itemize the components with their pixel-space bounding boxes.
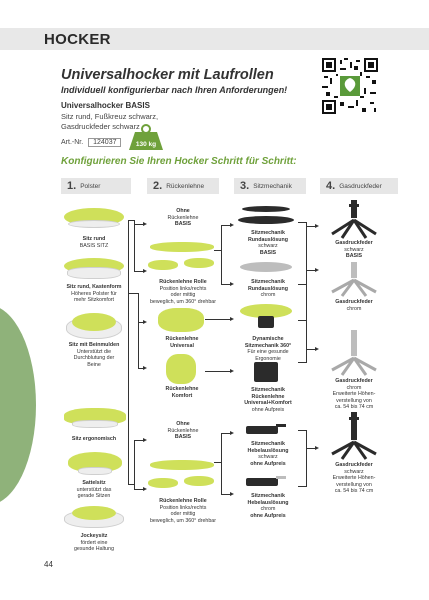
qr-code-icon — [322, 58, 378, 114]
mechanic-lever-chrome-caption: Sitzmechanik Hebelauslösung chrom ohne Aufpreis — [247, 493, 289, 519]
backrest-roll-image — [148, 242, 216, 278]
decorative-green-shape — [0, 305, 36, 505]
seat-box-caption: Sitz rund, Kastenform Höheres Polster für mehr Sitzkomfort — [66, 284, 122, 304]
backrest-none-2-caption: Ohne Rückenlehne BASIS — [167, 421, 199, 441]
backrest-roll-2-caption: Rückenlehne Rolle Position links/rechts oder mittig beweglich, um 360° drehbar — [149, 498, 216, 524]
product-title: Universalhocker mit Laufrollen — [61, 67, 274, 83]
product-subtitle: Individuell konfigurierbar nach Ihren Anforderungen! — [61, 85, 288, 95]
backrest-universal-caption: Rückenlehne Universal — [165, 336, 199, 349]
config-title: Konfigurieren Sie Ihren Hocker Schritt für Schritt: — [61, 156, 297, 167]
mechanic-dynamic-image — [240, 304, 292, 334]
backrest-comfort-caption: Rückenlehne Komfort — [165, 386, 199, 399]
seat-box-image — [64, 258, 124, 286]
weight-label: 130 kg — [135, 141, 157, 148]
bracket-line-1 — [128, 220, 129, 484]
page-title: HOCKER — [44, 31, 111, 48]
mechanic-round-chrome-image — [240, 262, 292, 274]
article-label: Art.-Nr. — [61, 139, 84, 146]
seat-legs-image — [66, 313, 122, 341]
base-product-description: Sitz rund, Fußkreuz schwarz, Gasdruckfeder schwarz — [61, 112, 159, 131]
backrest-roll-2-image — [148, 460, 216, 496]
seat-jockey-caption: Jockeysitz fördert eine gesunde Haltung — [73, 533, 115, 553]
gasspring-chrome-caption: Gasdruckfeder chrom — [335, 299, 373, 312]
gasspring-chrome-extended-image — [328, 330, 380, 376]
step-1-header: 1. Polster — [61, 178, 131, 194]
gasspring-black-extended-caption: Gasdruckfeder schwarz Erweiterte Höhen- verstellung von ca. 54 bis 74 cm — [332, 462, 376, 495]
bracket-line-2 — [221, 225, 222, 285]
backrest-none-caption: Ohne Rückenlehne BASIS — [167, 208, 199, 228]
bracket-line-3 — [306, 222, 307, 362]
weight-badge-icon — [127, 122, 165, 152]
article-number: 124037 — [88, 138, 121, 147]
mechanic-lever-black-image — [246, 424, 286, 438]
mechanic-round-black-image — [238, 206, 294, 228]
seat-jockey-image — [64, 506, 124, 530]
base-product-name: Universalhocker BASIS — [61, 101, 150, 110]
gasspring-black-image — [328, 200, 380, 240]
gasspring-black-extended-image — [328, 412, 380, 460]
backrest-universal-image — [158, 308, 204, 334]
mechanic-backrest-image — [254, 362, 278, 384]
step-2-header: 2. Rückenlehne — [147, 178, 219, 194]
mechanic-round-chrome-caption: Sitzmechanik Rundauslösung chrom — [247, 279, 289, 299]
backrest-roll-caption: Rückenlehne Rolle Position links/rechts oder mittig beweglich, um 360° drehbar — [149, 279, 216, 305]
gasspring-black-caption: Gasdruckfeder schwarz BASIS — [335, 240, 373, 260]
backrest-comfort-image — [166, 354, 196, 384]
mechanic-round-black-caption: Sitzmechanik Rundauslösung schwarz BASIS — [247, 230, 289, 256]
mechanic-lever-black-caption: Sitzmechanik Hebelauslösung schwarz ohne Aufpreis — [247, 441, 289, 467]
step-4-header: 4. Gasdruckfeder — [320, 178, 398, 194]
gasspring-chrome-image — [328, 262, 380, 298]
seat-saddle-image — [68, 452, 122, 478]
mechanic-dynamic-caption: Dynamische Sitzmechanik 360° Für eine gesunde Ergonomie — [244, 336, 292, 362]
page-number: 44 — [44, 560, 53, 569]
seat-round-image — [64, 206, 124, 236]
gasspring-chrome-extended-caption: Gasdruckfeder chrom Erweiterte Höhen- verstellung von ca. 54 bis 74 cm — [332, 378, 376, 411]
seat-legs-caption: Sitz mit Beinmulden Unterstützt die Durchblutung der Beine — [68, 342, 120, 368]
mechanic-lever-chrome-image — [246, 476, 286, 490]
article-number-row — [61, 138, 121, 147]
seat-round-caption: Sitz rund BASIS SITZ — [79, 236, 109, 249]
mechanic-backrest-caption: Sitzmechanik Rückenlehne Universal+Komfort ohne Aufpreis — [244, 387, 292, 413]
seat-saddle-caption: Sattelsitz unterstützt das gerade Sitzen — [76, 480, 112, 500]
step-3-header: 3. Sitzmechanik — [234, 178, 306, 194]
seat-ergonomic-image — [64, 408, 126, 432]
seat-ergonomic-caption: Sitz ergonomisch — [71, 436, 117, 442]
